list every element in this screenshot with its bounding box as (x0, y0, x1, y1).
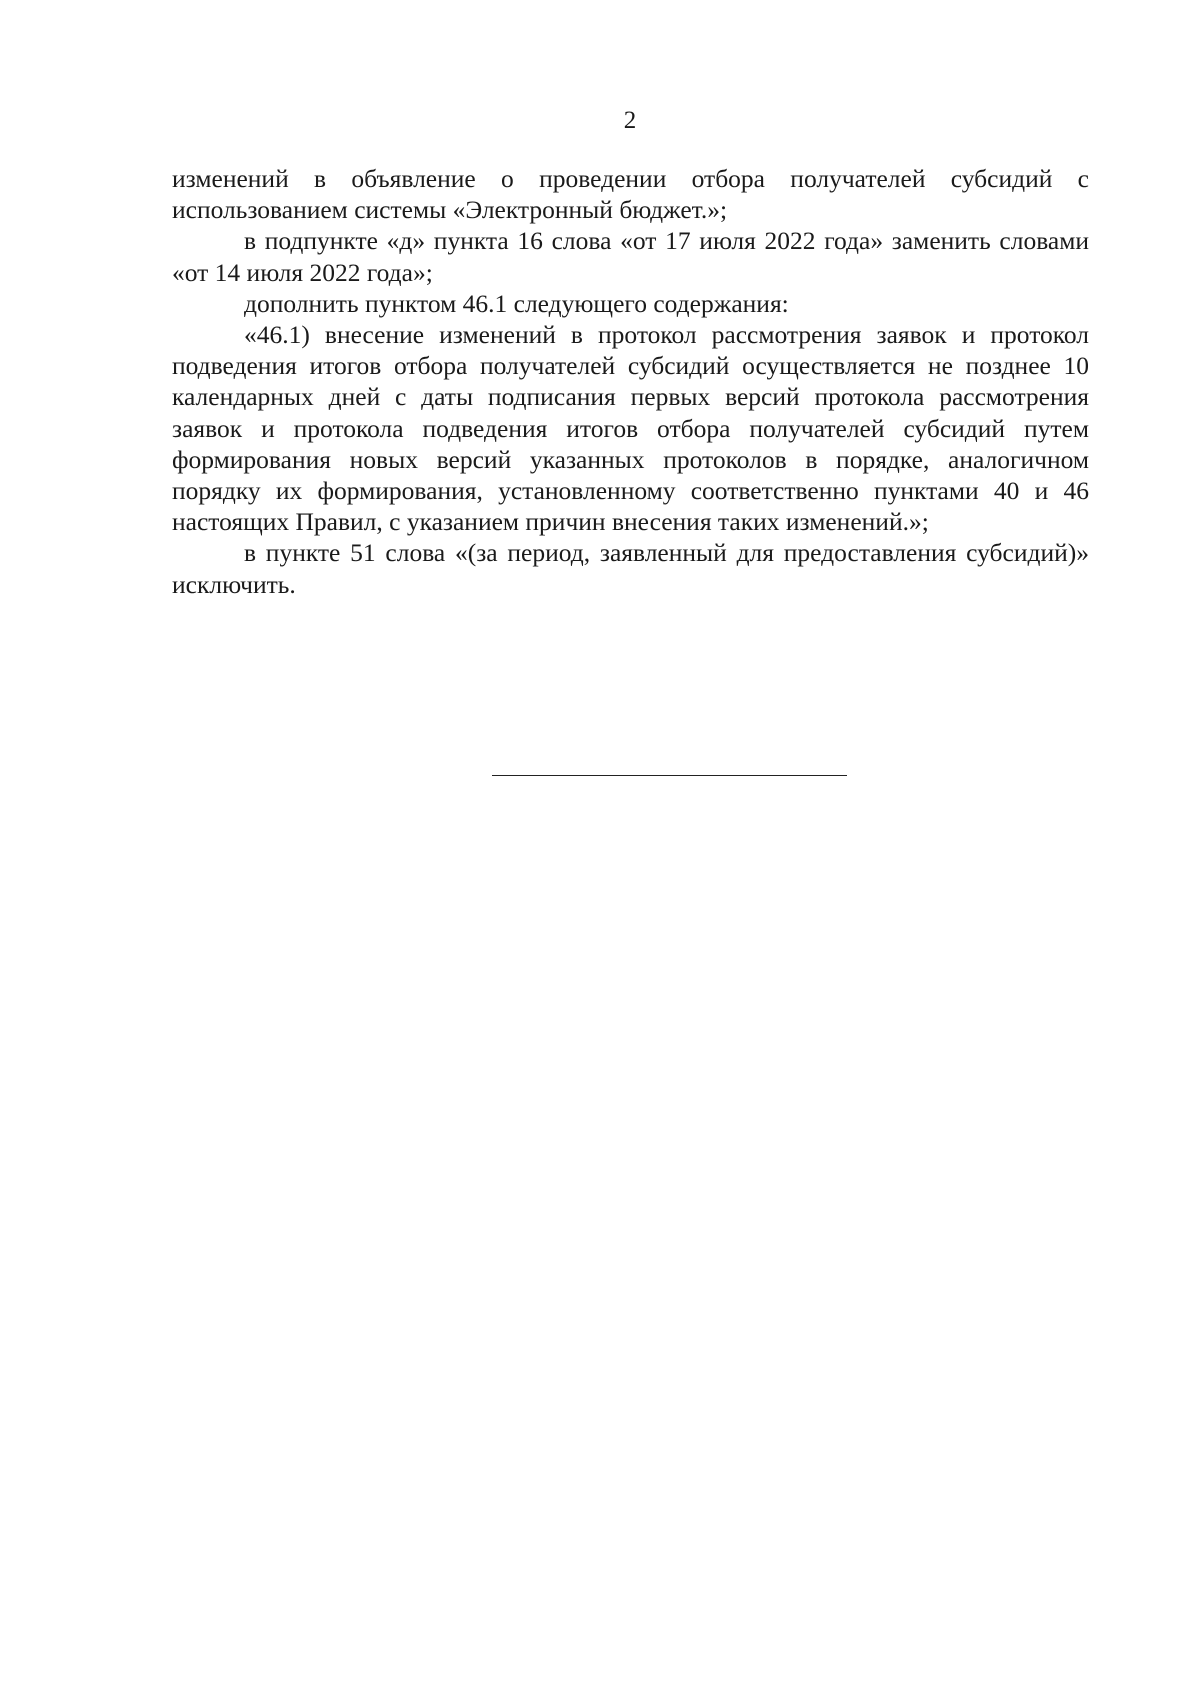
paragraph-point-46-1-content: «46.1) внесение изменений в протокол рассмотрения заявок и протокол подведения итогов отбора получателей субсидий осуществляется не позднее 10 календарных дней с даты подписания первых версий протокола рассмотрения заявок и протокола подведения итогов отбора получателей субсидий путем формирования новых версий указанных протоколов в порядке, аналогичном порядку их формирования, установленному соответственно пунктами 40 и 46 настоящих Правил, с указанием причин внесения таких изменений.»; (172, 320, 1089, 537)
document-body (172, 163, 1089, 600)
paragraph-point-51-amendment: в пункте 51 слова «(за период, заявленный для предоставления субсидий)» исключить. (172, 538, 1089, 599)
page-number: 2 (623, 107, 637, 134)
paragraph-continuation: изменений в объявление о проведении отбора получателей субсидий с использованием системы «Электронный бюджет.»; (172, 164, 1089, 225)
paragraph-subpoint-d-amendment: в подпункте «д» пункта 16 слова «от 17 июля 2022 года» заменить словами «от 14 июля 2022 года»; (172, 226, 1089, 287)
closing-separator-line (492, 775, 847, 776)
paragraph-add-point-46-1: дополнить пунктом 46.1 следующего содержания: (244, 288, 789, 318)
